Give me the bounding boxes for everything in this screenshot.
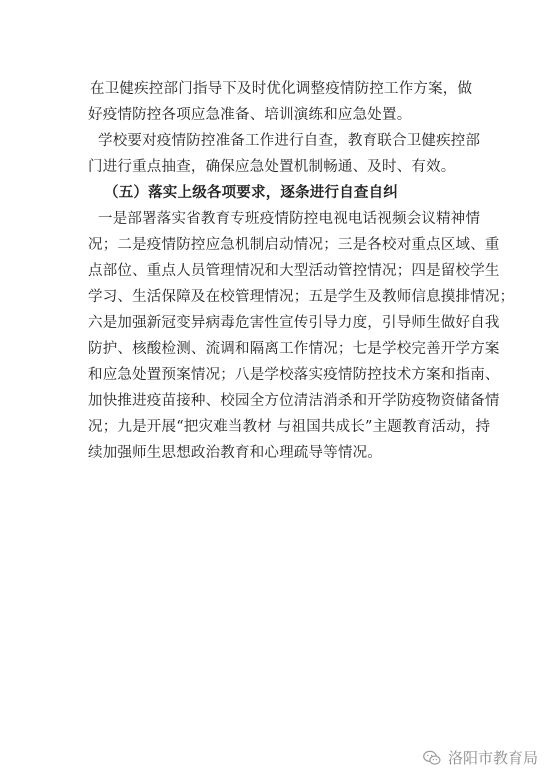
text-line: 好疫情防控各项应急准备、培训演练和应急处置。 (88, 107, 412, 123)
text-line: 点部位、重点人员管理情况和大型活动管控情况；四是留校学生 (88, 263, 500, 279)
text-line: 加快推进疫苗接种、校园全方位清洁消杀和开学防疫物资储备情 (88, 393, 500, 409)
paragraph-plan (88, 76, 473, 128)
text-line: 防护、核酸检测、流调和隔离工作情况；七是学校完善开学方案 (88, 341, 500, 357)
watermark (422, 747, 538, 768)
section-heading (88, 180, 468, 206)
text-line: 在卫健疾控部门指导下及时优化调整疫情防控工作方案，做 (90, 81, 473, 97)
text-line: 和应急处置预案情况；八是学校落实疫情防控技术方案和指南、 (88, 367, 500, 383)
text-line: 门进行重点抽查，确保应急处置机制畅通、及时、有效。 (88, 159, 456, 175)
heading-line: （五）落实上级各项要求，逐条进行自查自纠 (104, 184, 398, 201)
text-line: 六是加强新冠变异病毒危害性宣传引导力度，引导师生做好自我 (88, 315, 500, 331)
paragraph-self-check (88, 128, 481, 180)
wechat-icon (422, 748, 442, 768)
text-line: 学校要对疫情防控准备工作进行自查，教育联合卫健疾控部 (98, 133, 481, 149)
text-line: 况；九是开展“把灾难当教材 与祖国共成长”主题教育活动，持 (88, 419, 491, 435)
text-line: 学习、生活保障及在校管理情况；五是学生及教师信息摸排情况； (88, 289, 515, 305)
text-line: 况；二是疫情防控应急机制启动情况；三是各校对重点区域、重 (88, 237, 500, 253)
text-line: 续加强师生思想政治教育和心理疏导等情况。 (88, 445, 382, 461)
watermark-text: 洛阳市教育局 (447, 749, 538, 767)
document-body (88, 76, 515, 466)
paragraph-requirements (88, 206, 515, 466)
text-line: 一是部署落实省教育专班疫情防控电视电话视频会议精神情 (98, 211, 481, 227)
